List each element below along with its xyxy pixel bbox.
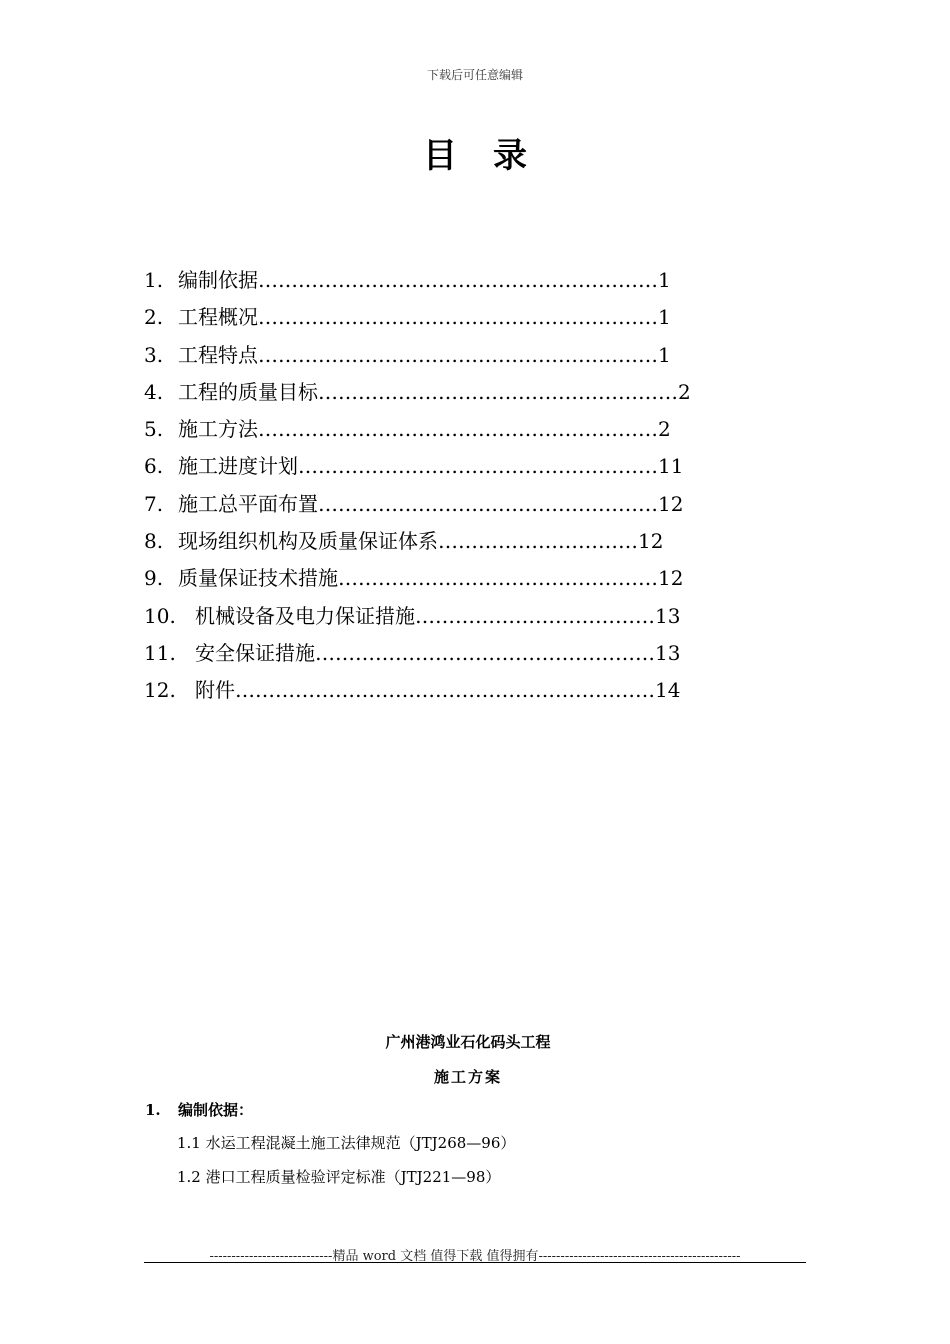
toc-entry[interactable] bbox=[144, 448, 744, 485]
toc-title: 目录 bbox=[423, 136, 563, 176]
toc-entry-page: 2 bbox=[658, 417, 671, 442]
toc-leader-dots: …………………………………………… bbox=[318, 491, 658, 516]
toc-entry-number: 4. bbox=[144, 379, 164, 404]
toc-entry[interactable] bbox=[144, 374, 744, 411]
toc-entry-text: 机械设备及电力保证措施 bbox=[195, 603, 415, 628]
toc-leader-dots: …………………………………………… bbox=[315, 640, 655, 665]
toc-entry-text: 施工方法 bbox=[178, 417, 258, 442]
toc-entry[interactable] bbox=[144, 262, 744, 299]
toc-entry-number: 9. bbox=[144, 566, 164, 591]
toc-entry-number: 10. bbox=[144, 603, 176, 628]
toc-entry[interactable] bbox=[144, 411, 744, 448]
toc-entry[interactable] bbox=[144, 635, 744, 672]
toc-entry[interactable] bbox=[144, 560, 744, 597]
toc-entry-number: 5. bbox=[144, 417, 164, 442]
toc-entry-text: 工程概况 bbox=[178, 305, 258, 330]
toc-entry-page: 1 bbox=[658, 342, 671, 367]
toc-entry-text: 编制依据 bbox=[178, 268, 258, 292]
section-heading-text: 编制依据： bbox=[178, 1101, 254, 1119]
toc-entry-number: 7. bbox=[144, 491, 164, 516]
toc-entry[interactable] bbox=[144, 672, 744, 709]
toc-leader-dots: ……………………………………………………… bbox=[235, 678, 655, 703]
toc-entry-number: 6. bbox=[144, 454, 164, 479]
toc-entry-page: 13 bbox=[655, 640, 681, 665]
toc-entry-page: 14 bbox=[655, 678, 681, 703]
toc-leader-dots: ……………………………………………… bbox=[298, 454, 658, 479]
section-list-item: 1.2 港口工程质量检验评定标准（JTJ221—98） bbox=[177, 1168, 501, 1186]
toc-leader-dots: ………………………………………… bbox=[338, 566, 658, 591]
toc-entry-text: 施工进度计划 bbox=[178, 454, 298, 479]
toc-entry[interactable] bbox=[144, 523, 744, 560]
toc-leader-dots: …………………………………………………… bbox=[258, 268, 658, 292]
toc-entry-number: 1. bbox=[144, 268, 164, 292]
toc-leader-dots: ……………………………………………… bbox=[318, 379, 678, 404]
toc-entry-page: 13 bbox=[655, 603, 681, 628]
toc-entry-number: 12. bbox=[144, 678, 176, 703]
footer-divider bbox=[144, 1262, 806, 1263]
toc-leader-dots: …………………………………………………… bbox=[258, 417, 658, 442]
toc-leader-dots: ………………………… bbox=[438, 529, 638, 554]
toc-entry-text: 现场组织机构及质量保证体系 bbox=[178, 529, 438, 554]
toc-entry-number: 2. bbox=[144, 305, 164, 330]
table-of-contents bbox=[144, 262, 744, 710]
toc-entry-text: 工程特点 bbox=[178, 342, 258, 367]
toc-entry-page: 12 bbox=[638, 529, 664, 554]
toc-leader-dots: …………………………………………………… bbox=[258, 342, 658, 367]
toc-entry-page: 2 bbox=[678, 379, 691, 404]
toc-entry-page: 1 bbox=[658, 268, 671, 292]
toc-entry-text: 附件 bbox=[195, 678, 235, 703]
section-number: 1. bbox=[145, 1101, 161, 1119]
document-title: 广州港鸿业石化码头工程 bbox=[385, 1033, 551, 1051]
toc-entry-text: 工程的质量目标 bbox=[178, 379, 318, 404]
toc-entry-page: 11 bbox=[658, 454, 684, 479]
toc-entry-page: 12 bbox=[658, 491, 684, 516]
toc-entry[interactable] bbox=[144, 299, 744, 336]
header-note: 下载后可任意编辑 bbox=[426, 68, 523, 82]
section-list-item: 1.1 水运工程混凝土施工法律规范（JTJ268—96） bbox=[177, 1134, 516, 1152]
footer-note: ----------------------------精品 word 文档 值得下载 值得拥有---------------------------------------------- bbox=[209, 1249, 741, 1264]
toc-entry[interactable] bbox=[144, 598, 744, 635]
toc-entry-page: 1 bbox=[658, 305, 671, 330]
toc-leader-dots: …………………………………………………… bbox=[258, 305, 658, 330]
toc-entry-number: 11. bbox=[144, 640, 176, 665]
section-heading bbox=[145, 1099, 253, 1120]
document-subtitle: 施工方案 bbox=[433, 1068, 502, 1086]
toc-entry[interactable] bbox=[144, 337, 744, 374]
toc-entry-number: 8. bbox=[144, 529, 164, 554]
toc-entry-text: 施工总平面布置 bbox=[178, 491, 318, 516]
toc-entry-page: 12 bbox=[658, 566, 684, 591]
toc-entry[interactable] bbox=[144, 486, 744, 523]
toc-entry-text: 安全保证措施 bbox=[195, 640, 315, 665]
toc-entry-number: 3. bbox=[144, 342, 164, 367]
toc-entry-text: 质量保证技术措施 bbox=[178, 566, 338, 591]
toc-leader-dots: ……………………………… bbox=[415, 603, 655, 628]
